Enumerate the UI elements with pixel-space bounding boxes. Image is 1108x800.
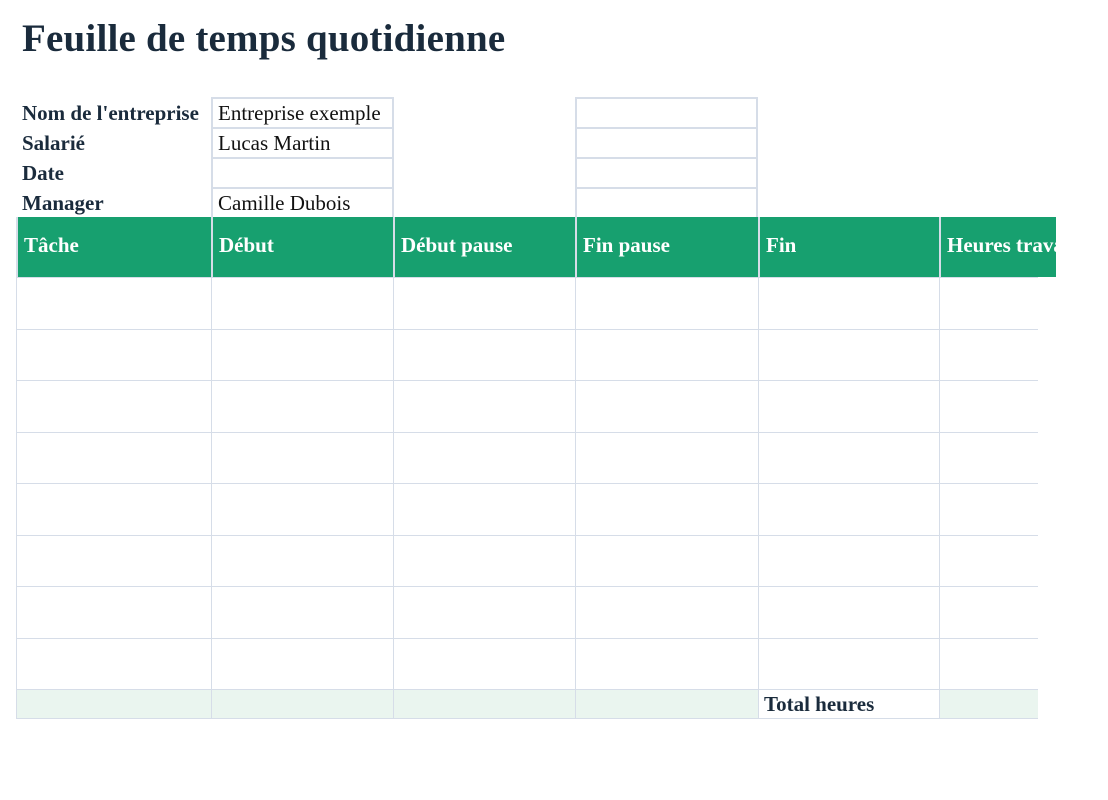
table-cell[interactable] [575,483,760,536]
table-cell[interactable] [393,432,577,484]
table-cell[interactable] [575,586,760,639]
extra-cell[interactable] [575,157,758,189]
table-cell[interactable] [939,432,1038,484]
table-cell[interactable] [16,380,213,433]
total-hours-label: Total heures [764,692,875,716]
manager-label: Manager [22,191,104,215]
date-label: Date [22,161,64,185]
manager-value: Camille Dubois [218,191,351,215]
table-cell[interactable] [939,586,1038,639]
extra-cell[interactable] [575,187,758,219]
table-cell[interactable] [939,380,1038,433]
table-cell[interactable] [393,277,577,330]
table-cell[interactable] [575,638,760,690]
table-cell[interactable] [758,483,941,536]
table-cell[interactable] [758,380,941,433]
header-hours-worked: Heures travaillées [939,217,1038,277]
table-cell[interactable] [211,638,395,690]
company-label: Nom de l'entreprise [22,101,199,125]
total-row-cell [211,688,395,719]
table-cell[interactable] [16,535,213,587]
table-cell[interactable] [211,329,395,381]
table-cell[interactable] [16,638,213,690]
table-cell[interactable] [393,638,577,690]
employee-value: Lucas Martin [218,131,331,155]
table-cell[interactable] [393,329,577,381]
table-cell[interactable] [393,586,577,639]
table-cell[interactable] [575,380,760,433]
table-cell[interactable] [393,483,577,536]
table-cell[interactable] [575,535,760,587]
table-cell[interactable] [939,638,1038,690]
extra-cell[interactable] [575,127,758,159]
total-row-cell [16,688,213,719]
table-cell[interactable] [758,432,941,484]
table-cell[interactable] [211,432,395,484]
table-cell[interactable] [16,329,213,381]
table-cell[interactable] [939,277,1038,330]
table-cell[interactable] [211,586,395,639]
header-break-start: Début pause [393,217,577,277]
table-cell[interactable] [758,329,941,381]
total-row-cell [393,688,577,719]
table-cell[interactable] [758,277,941,330]
header-task: Tâche [16,217,213,277]
table-cell[interactable] [393,535,577,587]
table-cell[interactable] [575,329,760,381]
table-cell[interactable] [939,329,1038,381]
extra-cell[interactable] [575,97,758,129]
date-value [213,158,218,188]
table-cell[interactable] [393,380,577,433]
table-cell[interactable] [758,638,941,690]
table-cell[interactable] [211,535,395,587]
table-cell[interactable] [211,380,395,433]
table-cell[interactable] [575,432,760,484]
table-cell[interactable] [16,586,213,639]
table-cell[interactable] [758,535,941,587]
table-cell[interactable] [758,586,941,639]
table-cell[interactable] [575,277,760,330]
header-start: Début [211,217,395,277]
table-cell[interactable] [16,432,213,484]
total-hours-cell[interactable] [939,688,1038,719]
table-cell[interactable] [211,277,395,330]
table-cell[interactable] [211,483,395,536]
total-row-cell [575,688,760,719]
company-value: Entreprise exemple [218,101,381,125]
table-cell[interactable] [939,483,1038,536]
header-end: Fin [758,217,941,277]
employee-label: Salarié [22,131,85,155]
page-title: Feuille de temps quotidienne [22,17,506,60]
table-cell[interactable] [16,483,213,536]
date-value-cell[interactable] [211,157,394,189]
table-cell[interactable] [16,277,213,330]
table-cell[interactable] [939,535,1038,587]
header-break-end: Fin pause [575,217,760,277]
